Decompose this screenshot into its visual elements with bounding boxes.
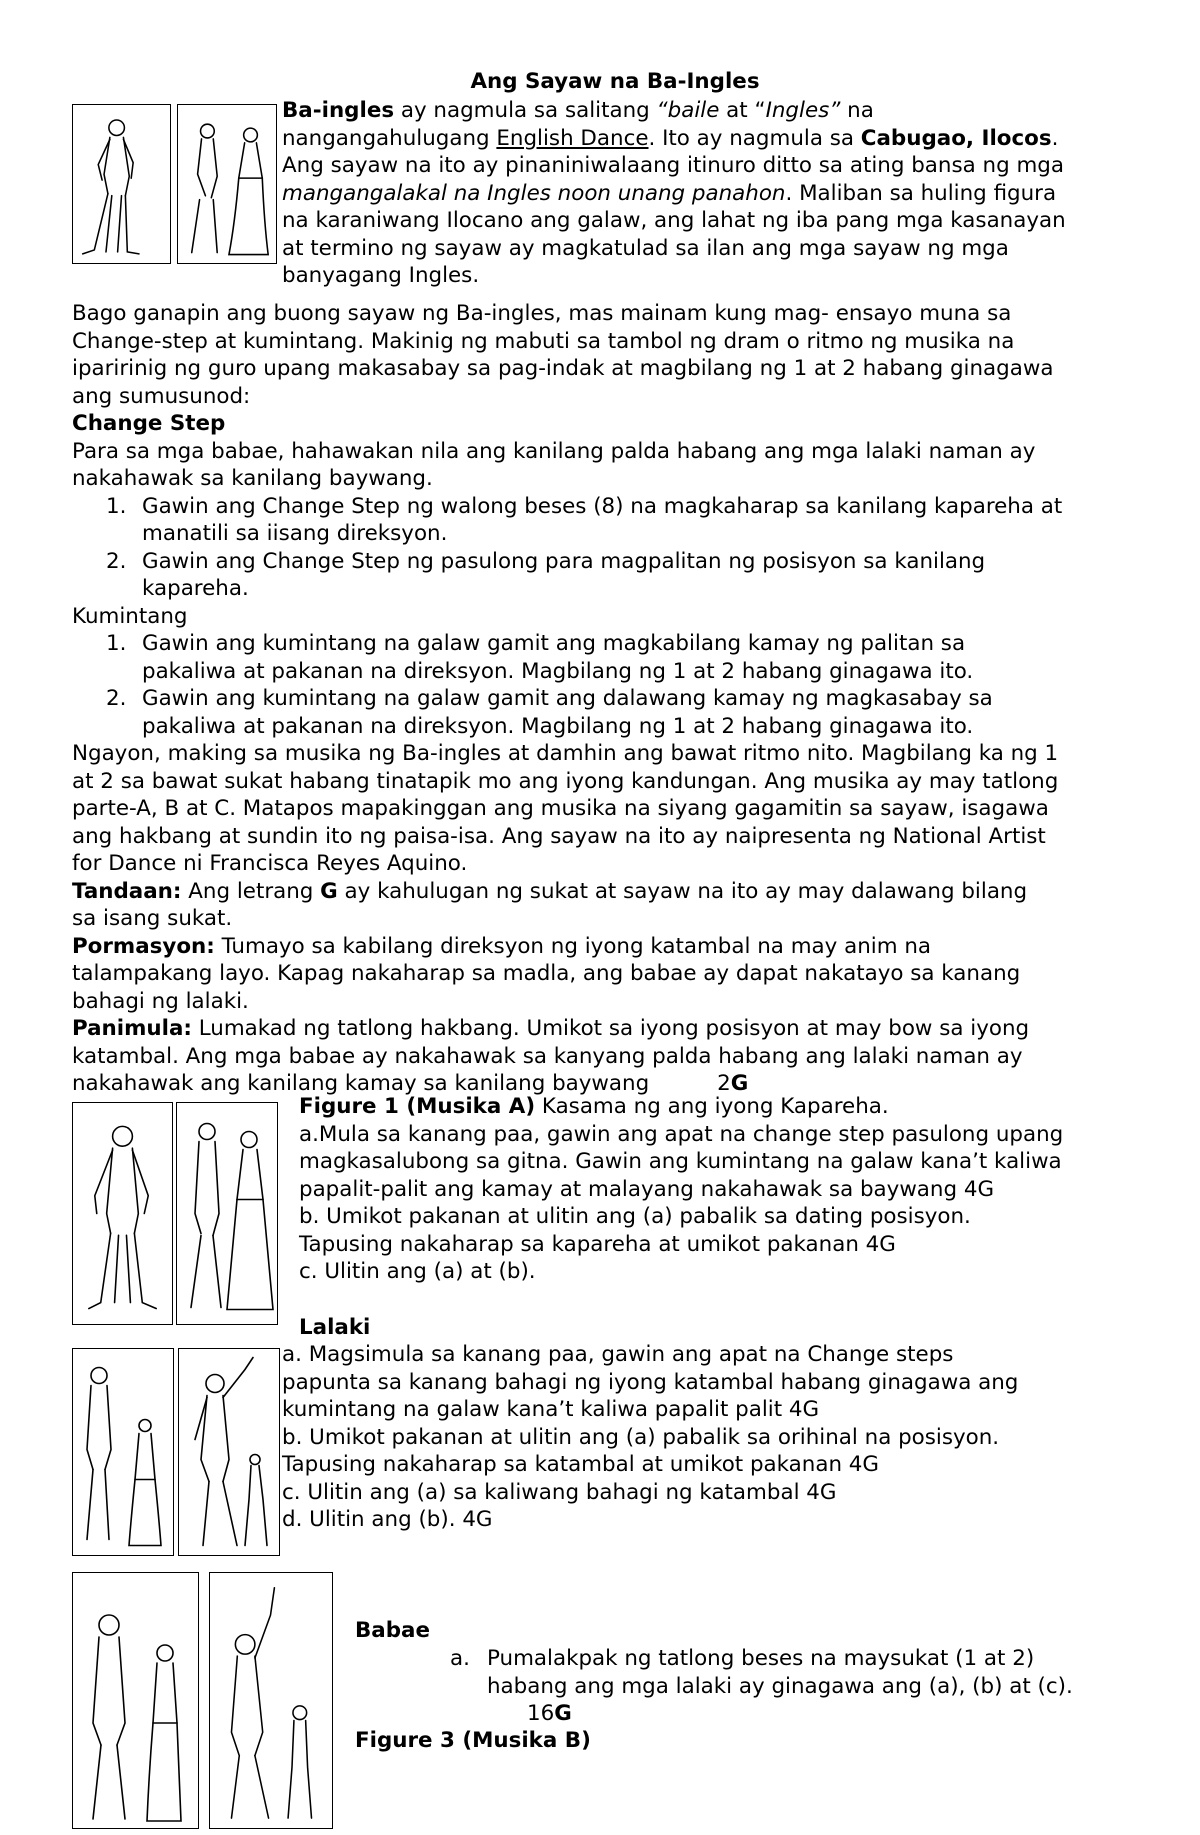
- text: Kasama ng ang iyong Kapareha.: [535, 1094, 889, 1119]
- list-item: [72, 548, 1062, 603]
- text: ay nagmula sa salitang: [394, 98, 657, 123]
- list-number: 1.: [106, 631, 127, 656]
- list-number: a.: [450, 1646, 470, 1671]
- text: Ang letrang: [181, 878, 321, 904]
- lalaki-heading-wrap: [299, 1314, 370, 1342]
- paragraph-line: habang ang mga lalaki ay ginagawa ang (a), (b) at (c).: [487, 1673, 1073, 1699]
- text: Lumakad ng tatlong hakbang. Umikot sa iyong posisyon at may bow sa iyong: [191, 1016, 1030, 1041]
- paragraph-line: Bago ganapin ang buong sayaw ng Ba-ingles, mas mainam kung mag- ensayo muna sa: [72, 301, 1012, 326]
- paragraph-line: d. Ulitin ang (b). 4G: [282, 1507, 493, 1532]
- intro-line: [282, 180, 1066, 208]
- intro-line: banyagang Ingles.: [282, 263, 480, 288]
- dancer-man-tall-icon: [73, 1573, 198, 1828]
- dancer-man-standing-icon: [73, 1103, 172, 1324]
- body-block: [72, 300, 1062, 1098]
- dancer-man-raised-arm-icon: [179, 1349, 279, 1555]
- paragraph-line: iparirinig ng guro upang makasabay sa pag-indak at magbilang ng 1 at 2 habang ginagawa: [72, 356, 1054, 381]
- paragraph-line: magkasalubong sa gitna. Gawin ang kumintang na galaw kana’t kaliwa: [299, 1149, 1062, 1174]
- dancer-man-walking-figure: [72, 104, 171, 264]
- section-heading-babae: Babae: [355, 1618, 430, 1643]
- list-line: manatili sa iisang direksyon.: [142, 521, 448, 546]
- list-item: [72, 630, 1062, 685]
- label-panimula: Panimula:: [72, 1016, 192, 1041]
- place-name: Cabugao, Ilocos: [860, 125, 1052, 151]
- dancer-woman-walking-figure: [177, 104, 277, 264]
- dancer-man-walking-icon: [73, 105, 170, 263]
- paragraph-line: kumintang na galaw kana’t kaliwa papalit palit 4G: [282, 1397, 820, 1422]
- text: at “: [719, 98, 766, 123]
- paragraph-line: katambal. Ang mga babae ay nakahawak sa kanyang palda habang ang lalaki naman ay: [72, 1043, 1023, 1069]
- figure1-title: [299, 1093, 1063, 1121]
- text: na: [840, 98, 874, 123]
- dancer-couple-arm-raised-icon: [210, 1573, 332, 1828]
- english-dance-term: English Dance: [496, 125, 649, 151]
- dancer-couple-arm-raised-figure: [209, 1572, 333, 1829]
- intro-block: [282, 97, 1066, 290]
- paragraph-line: Ngayon, making sa musika ng Ba-ingles at damhin ang bawat ritmo nito. Magbilang ka ng 1: [72, 741, 1059, 766]
- list-line: pakaliwa at pakanan na direksyon. Magbilang ng 1 at 2 habang ginagawa ito.: [142, 658, 974, 684]
- paragraph-line: c. Ulitin ang (a) at (b).: [299, 1259, 536, 1284]
- label-tandaan: Tandaan:: [72, 878, 182, 904]
- paragraph-line: at 2 sa bawat sukat habang tinatapik mo ang iyong kandungan. Ang musika ay may tatlong: [72, 768, 1059, 794]
- page-title: Ang Sayaw na Ba-Ingles: [470, 69, 760, 94]
- paragraph-line: papalit-palit ang kamay at malayang nakahawak sa baywang 4G: [299, 1176, 995, 1202]
- figure1-block: [299, 1093, 1063, 1286]
- label-pormasyon: Pormasyon:: [72, 933, 215, 959]
- letter-g: G: [554, 1701, 572, 1726]
- paragraph-line: Para sa mga babae, hahawakan nila ang kanilang palda habang ang mga lalaki naman ay: [72, 438, 1036, 464]
- pormasyon-line: [72, 933, 1062, 961]
- italic-phrase: mangangalakal na Ingles noon unang panahon: [282, 180, 786, 206]
- intro-line: [282, 125, 1066, 153]
- list-line: Gawin ang kumintang na galaw gamit ang magkabilang kamay ng palitan sa: [142, 631, 966, 656]
- paragraph-line: a.Mula sa kanang paa, gawin ang apat na change step pasulong upang: [299, 1121, 1064, 1147]
- babae-item: [355, 1645, 1073, 1728]
- babae-count: [487, 1700, 1073, 1728]
- dancer-woman-walking-icon: [178, 105, 276, 263]
- paragraph-line: ang sumusunod:: [72, 383, 251, 409]
- paragraph-line: nakahawak sa kanilang baywang.: [72, 466, 433, 491]
- dancer-man-tall-figure: [72, 1572, 199, 1829]
- section-heading-kumintang: Kumintang: [72, 603, 188, 629]
- paragraph-line: b. Umikot pakanan at ulitin ang (a) pabalik sa dating posisyon.: [299, 1204, 971, 1229]
- intro-line: na karaniwang Ilocano ang galaw, ang lahat ng iba pang mga kasanayan: [282, 208, 1066, 233]
- figure1-label: Figure 1 (Musika A): [299, 1094, 536, 1119]
- list-line: Gawin ang Change Step ng walong beses (8) na magkaharap sa kanilang kapareha at: [142, 493, 1063, 519]
- intro-line: at termino ng sayaw ay magkatulad sa ilan ang mga sayaw ng mga: [282, 235, 1009, 261]
- dancer-pair-stepping-icon: [73, 1349, 173, 1555]
- panimula-line: [72, 1015, 1062, 1043]
- paragraph-line: ang hakbang at sundin ito ng paisa-isa. Ang sayaw na ito ay naipresenta ng National Artist: [72, 823, 1046, 849]
- figure3-block: [355, 1727, 591, 1755]
- paragraph-line: Change-step at kumintang. Makinig ng mabuti sa tambol ng dram o ritmo ng musika na: [72, 328, 1015, 354]
- list-number: 2.: [106, 548, 127, 574]
- text: nangangahulugang: [282, 125, 497, 151]
- list-number: 2.: [106, 686, 127, 711]
- tandaan-line: [72, 878, 1062, 906]
- list-number: 1.: [106, 493, 127, 519]
- text: nakahawak ang kanilang kamay sa kanilang baywang: [72, 1071, 650, 1096]
- term-ingles: Ingles”: [765, 98, 841, 123]
- section-heading-lalaki: Lalaki: [299, 1315, 371, 1340]
- paragraph-line: bahagi ng lalaki.: [72, 988, 249, 1014]
- list-item: [72, 493, 1062, 548]
- list-item: [72, 685, 1062, 740]
- intro-line: [282, 97, 1066, 125]
- paragraph-line: Tapusing nakaharap sa kapareha at umikot pakanan 4G: [299, 1231, 896, 1257]
- paragraph-line: parte-A, B at C. Matapos mapakinggan ang musika na siyang gagamitin sa sayaw, isagawa: [72, 796, 1049, 821]
- section-heading-change-step: Change Step: [72, 411, 226, 436]
- dancer-pair-stepping-figure: [72, 1348, 174, 1556]
- text: Tumayo sa kabilang direksyon ng iyong katambal na may anim na: [214, 933, 932, 959]
- paragraph-line: papunta sa kanang bahagi ng iyong katambal habang ginagawa ang: [282, 1369, 1019, 1395]
- list-line: pakaliwa at pakanan na direksyon. Magbilang ng 1 at 2 habang ginagawa ito.: [142, 713, 974, 739]
- list-line: kapareha.: [142, 576, 249, 601]
- paragraph-line: talampakang layo. Kapag nakaharap sa madla, ang babae ay dapat nakatayo sa kanang: [72, 961, 1021, 986]
- intro-line: Ang sayaw na ito ay pinaniniwalaang itinuro ditto sa ating bansa ng mga: [282, 153, 1064, 178]
- letter-g: G: [730, 1071, 749, 1096]
- paragraph-line: sa isang sukat.: [72, 906, 233, 931]
- text: ay kahulugan ng sukat at sayaw na ito ay may dalawang bilang: [337, 878, 1028, 904]
- paragraph-line: for Dance ni Francisca Reyes Aquino.: [72, 851, 468, 876]
- paragraph-line: b. Umikot pakanan at ulitin ang (a) pabalik sa orihinal na posisyon.: [282, 1424, 1000, 1450]
- text: . Ito ay nagmula sa: [648, 125, 861, 151]
- figure3-label: Figure 3 (Musika B): [355, 1728, 591, 1753]
- count: 2: [717, 1071, 731, 1096]
- paragraph-line: Tapusing nakaharap sa katambal at umikot pakanan 4G: [282, 1452, 879, 1477]
- count: 16: [527, 1701, 555, 1726]
- dance-name: Ba-ingles: [282, 98, 395, 123]
- dancer-couple-standing-figure: [176, 1102, 278, 1325]
- term-baile: “baile: [656, 98, 720, 123]
- text: .: [1051, 125, 1059, 151]
- babae-block: [355, 1617, 430, 1645]
- letter-g: G: [320, 878, 338, 904]
- paragraph-line: Pumalakpak ng tatlong beses na maysukat (1 at 2): [487, 1646, 1035, 1671]
- dancer-man-raised-arm-figure: [178, 1348, 280, 1556]
- dancer-couple-standing-icon: [177, 1103, 277, 1324]
- list-line: Gawin ang kumintang na galaw gamit ang dalawang kamay ng magkasabay sa: [142, 686, 993, 711]
- text: . Maliban sa huling figura: [785, 180, 1057, 206]
- lalaki-block: [282, 1341, 1018, 1534]
- dancer-man-standing-figure: [72, 1102, 173, 1325]
- paragraph-line: c. Ulitin ang (a) sa kaliwang bahagi ng katambal 4G: [282, 1479, 837, 1505]
- list-line: Gawin ang Change Step ng pasulong para magpalitan ng posisyon sa kanilang: [142, 548, 986, 574]
- paragraph-line: a. Magsimula sa kanang paa, gawin ang apat na Change steps: [282, 1342, 954, 1367]
